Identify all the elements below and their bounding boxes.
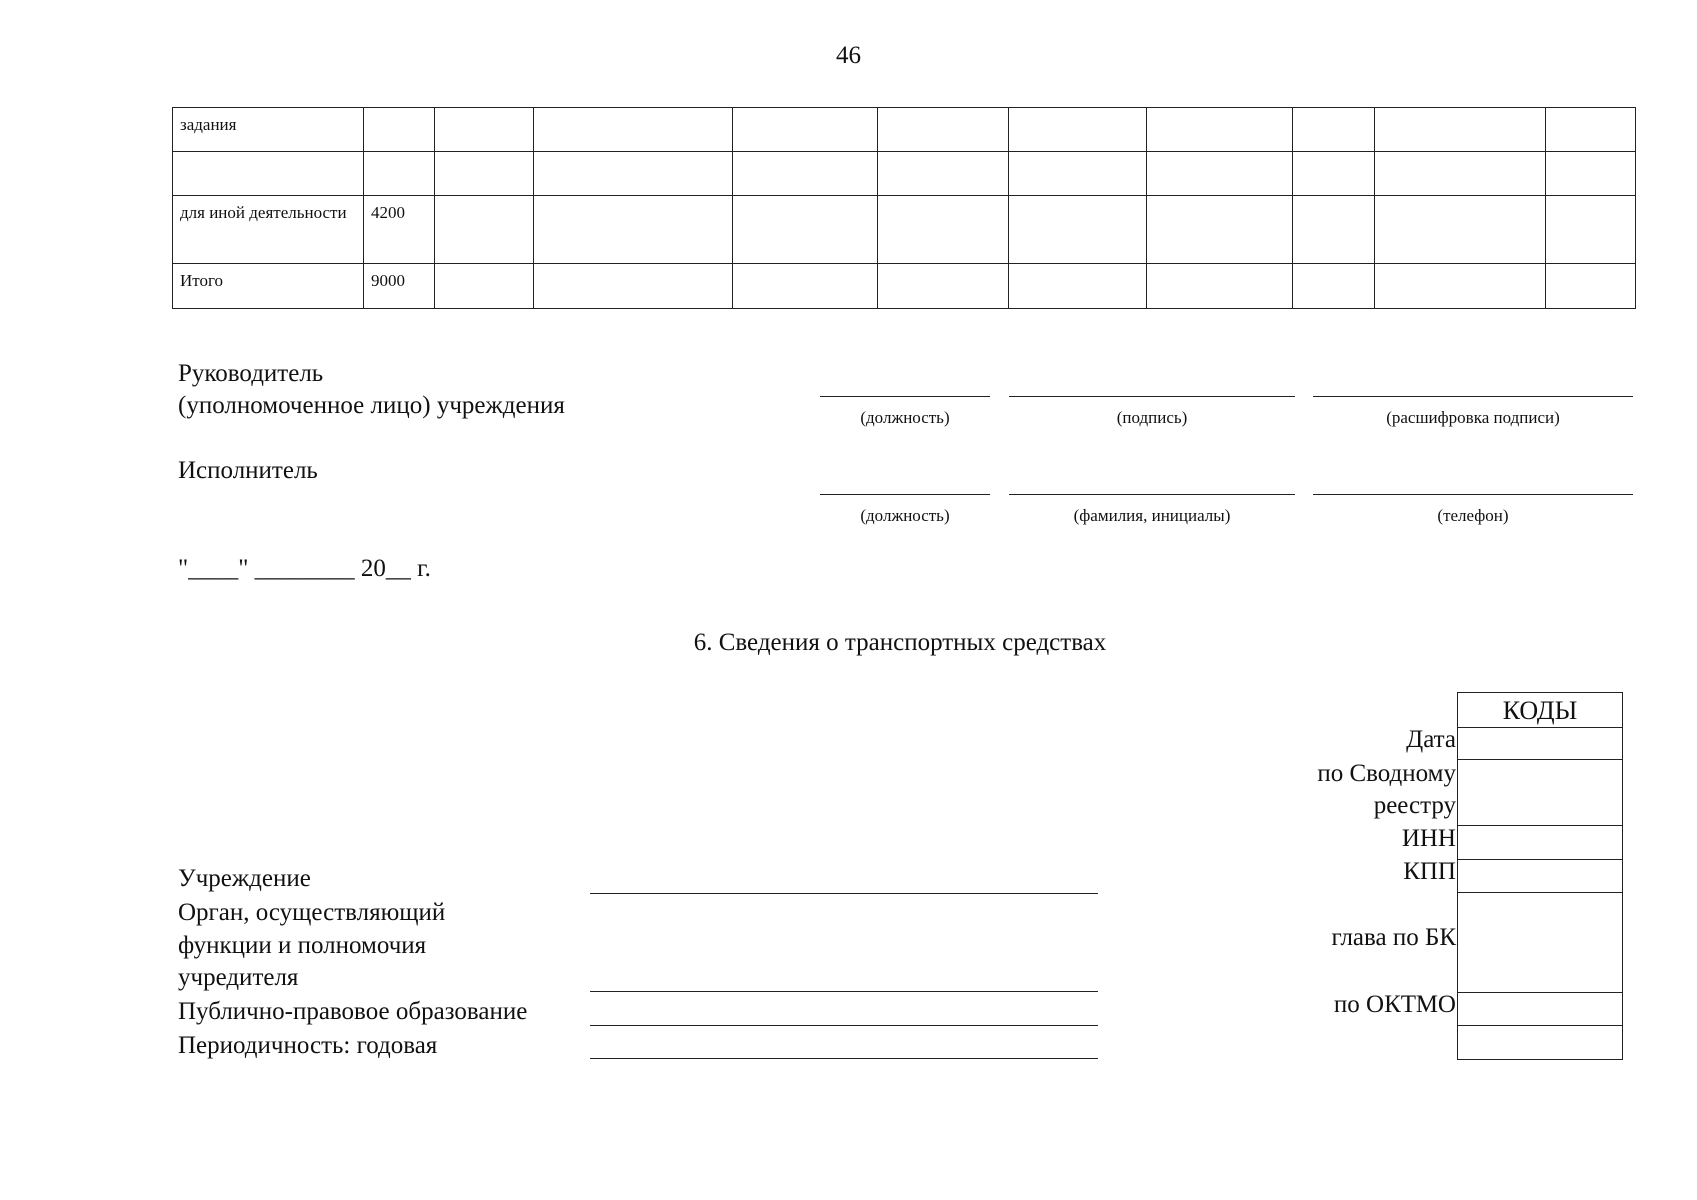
table-cell (1293, 152, 1375, 196)
table-cell (435, 196, 534, 264)
field-founder-label-1: Орган, осуществляющий (178, 899, 446, 926)
table-cell (1293, 264, 1375, 309)
executor-position-line (820, 494, 990, 495)
head-label-line1: Руководитель (178, 360, 324, 387)
table-cell-code: 9000 (364, 264, 435, 309)
table-cell (1009, 108, 1147, 152)
table-cell (435, 264, 534, 309)
table-cell (534, 196, 733, 264)
table-cell (1546, 152, 1636, 196)
table-cell-code: 4200 (364, 196, 435, 264)
head-caption-name: (расшифровка подписи) (1386, 408, 1560, 427)
table-cell (733, 152, 878, 196)
head-caption-position: (должность) (860, 408, 950, 427)
table-cell (1009, 196, 1147, 264)
codes-label-inn: ИНН (1401, 825, 1456, 852)
executor-caption-name: (фамилия, инициалы) (1073, 506, 1231, 525)
codes-box (1457, 692, 1623, 1060)
table-cell (534, 264, 733, 309)
field-institution-line[interactable] (590, 893, 1098, 894)
table-cell-code (364, 152, 435, 196)
table-cell (733, 196, 878, 264)
table-cell (733, 108, 878, 152)
field-founder-label-2: функции и полномочия (178, 932, 427, 959)
field-founder-line[interactable] (590, 991, 1098, 992)
codes-kpp-cell (1458, 892, 1622, 893)
table-cell (1147, 264, 1293, 309)
table-cell (1546, 108, 1636, 152)
head-caption-signature: (подпись) (1116, 408, 1188, 427)
head-label-line2: (уполномоченное лицо) учреждения (178, 392, 565, 419)
codes-label-kpp: КПП (1403, 858, 1456, 885)
head-name-line (1313, 396, 1633, 397)
table-cell (1375, 108, 1546, 152)
table-row (173, 264, 1636, 309)
table-cell (1147, 108, 1293, 152)
table-cell-label: для иной деятельности (173, 196, 364, 264)
codes-label-date: Дата (1406, 726, 1456, 753)
table-cell (878, 108, 1009, 152)
field-periodicity-label: Периодичность: годовая (178, 1032, 438, 1059)
table-row (173, 108, 1636, 152)
executor-name-line (1009, 494, 1295, 495)
table-cell (1375, 152, 1546, 196)
executor-label: Исполнитель (178, 457, 318, 484)
table-cell (1147, 196, 1293, 264)
table-cell (878, 196, 1009, 264)
codes-registry-cell (1458, 825, 1622, 826)
table-cell (1375, 264, 1546, 309)
codes-header: КОДЫ (1502, 696, 1578, 725)
table-row (173, 152, 1636, 196)
head-position-line (820, 396, 990, 397)
section-title: 6. Сведения о транспортных средствах (693, 629, 1107, 656)
field-public-entity-line[interactable] (590, 1025, 1098, 1026)
codes-label-registry-2: реестру (1373, 792, 1456, 819)
page-number: 46 (836, 42, 861, 69)
head-signature-line (1009, 396, 1295, 397)
table-cell (1293, 108, 1375, 152)
table-cell (1009, 264, 1147, 309)
codes-label-chapter-bk: глава по БК (1331, 924, 1456, 951)
table-cell (435, 108, 534, 152)
codes-oktmo-cell (1458, 1025, 1622, 1026)
codes-chapter-cell (1458, 992, 1622, 993)
table-cell-label: Итого (173, 264, 364, 309)
codes-label-oktmo: по ОКТМО (1333, 991, 1456, 1018)
field-public-entity-label: Публично-правовое образование (178, 998, 528, 1025)
table-cell (878, 264, 1009, 309)
table-cell-label: задания (173, 108, 364, 152)
table-cell (534, 152, 733, 196)
table-cell (878, 152, 1009, 196)
codes-inn-cell (1458, 859, 1622, 860)
table-cell (1147, 152, 1293, 196)
field-institution-label: Учреждение (178, 865, 311, 892)
codes-label-registry-1: по Сводному (1317, 760, 1456, 787)
executor-caption-phone: (телефон) (1437, 506, 1509, 525)
table-cell (534, 108, 733, 152)
field-founder-label-3: учредителя (178, 964, 299, 991)
table-cell (1546, 196, 1636, 264)
codes-date-cell (1458, 759, 1622, 760)
table-cell (1546, 264, 1636, 309)
executor-caption-position: (должность) (860, 506, 950, 525)
table-cell (435, 152, 534, 196)
table-cell (733, 264, 878, 309)
table-cell (1009, 152, 1147, 196)
table-cell-label (173, 152, 364, 196)
table-cell (1375, 196, 1546, 264)
codes-divider (1458, 727, 1622, 728)
table-cell (1293, 196, 1375, 264)
date-line: "____" ________ 20__ г. (178, 555, 431, 582)
data-table (172, 107, 1636, 309)
field-periodicity-line[interactable] (590, 1058, 1098, 1059)
table-row (173, 196, 1636, 264)
table-cell-code (364, 108, 435, 152)
executor-phone-line (1313, 494, 1633, 495)
